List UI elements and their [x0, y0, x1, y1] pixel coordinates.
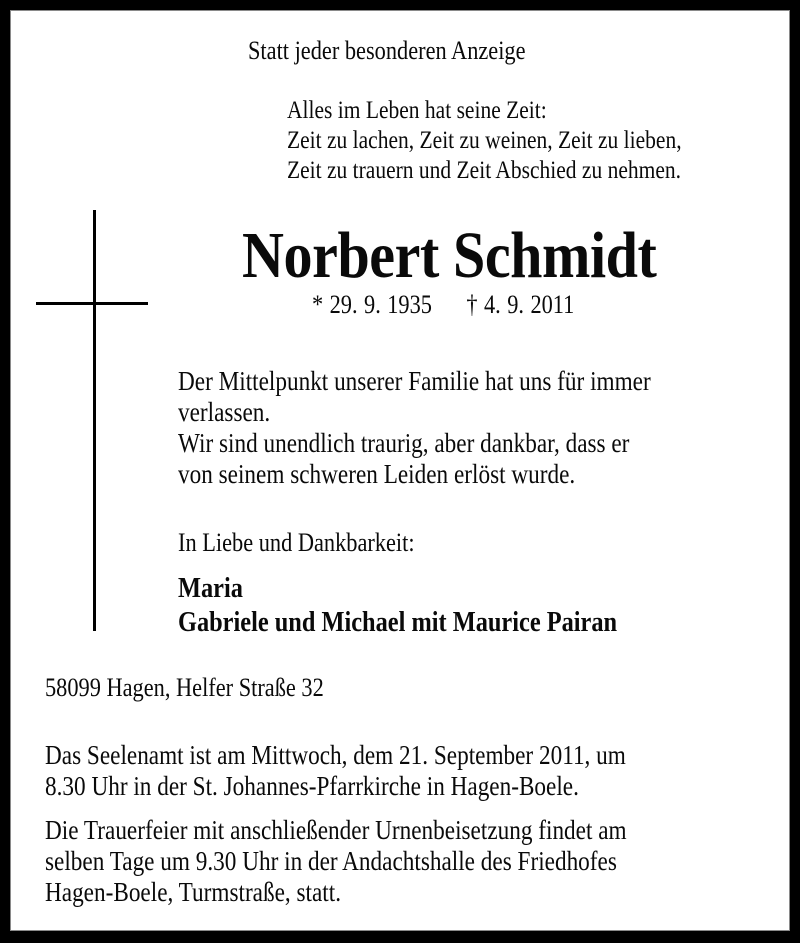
cross-horizontal-bar [36, 302, 148, 305]
funeral-info [45, 815, 627, 908]
poem [287, 96, 682, 186]
requiem-info [45, 740, 626, 802]
mourners [178, 571, 617, 639]
life-dates [312, 292, 574, 318]
requiem-line: 8.30 Uhr in der St. Johannes-Pfarrkirche in Hagen-Boele. [45, 771, 579, 801]
message-line: Der Mittelpunkt unserer Familie hat uns für immer [178, 366, 651, 396]
address: 58099 Hagen, Helfer Straße 32 [45, 673, 324, 702]
mourner-line: Maria [178, 572, 243, 604]
deceased-name: Norbert Schmidt [242, 219, 657, 292]
message-line: von seinem schweren Leiden erlöst wurde. [178, 459, 576, 489]
mourner-line: Gabriele und Michael mit Maurice Pairan [178, 606, 618, 638]
notice-heading: Statt jeder besonderen Anzeige [248, 36, 526, 65]
obituary-notice [10, 10, 790, 931]
birth-date: * 29. 9. 1935 [312, 290, 432, 319]
funeral-line: Hagen-Boele, Turmstraße, statt. [45, 877, 342, 907]
poem-line: Alles im Leben hat seine Zeit: [287, 97, 547, 124]
message-line: Wir sind unendlich traurig, aber dankbar, dass er [178, 428, 630, 458]
requiem-line: Das Seelenamt ist am Mittwoch, dem 21. September 2011, um [45, 740, 626, 770]
message-line: verlassen. [178, 397, 271, 427]
family-message [178, 366, 651, 490]
funeral-line: selben Tage um 9.30 Uhr in der Andachtshalle des Friedhofes [45, 846, 617, 876]
funeral-line: Die Trauerfeier mit anschließender Urnenbeisetzung findet am [45, 815, 627, 845]
cross-vertical-bar [93, 210, 96, 631]
poem-line: Zeit zu lachen, Zeit zu weinen, Zeit zu lieben, [287, 127, 682, 154]
death-date: † 4. 9. 2011 [466, 290, 575, 319]
signoff-label: In Liebe und Dankbarkeit: [178, 528, 415, 557]
poem-line: Zeit zu trauern und Zeit Abschied zu nehmen. [287, 157, 682, 184]
